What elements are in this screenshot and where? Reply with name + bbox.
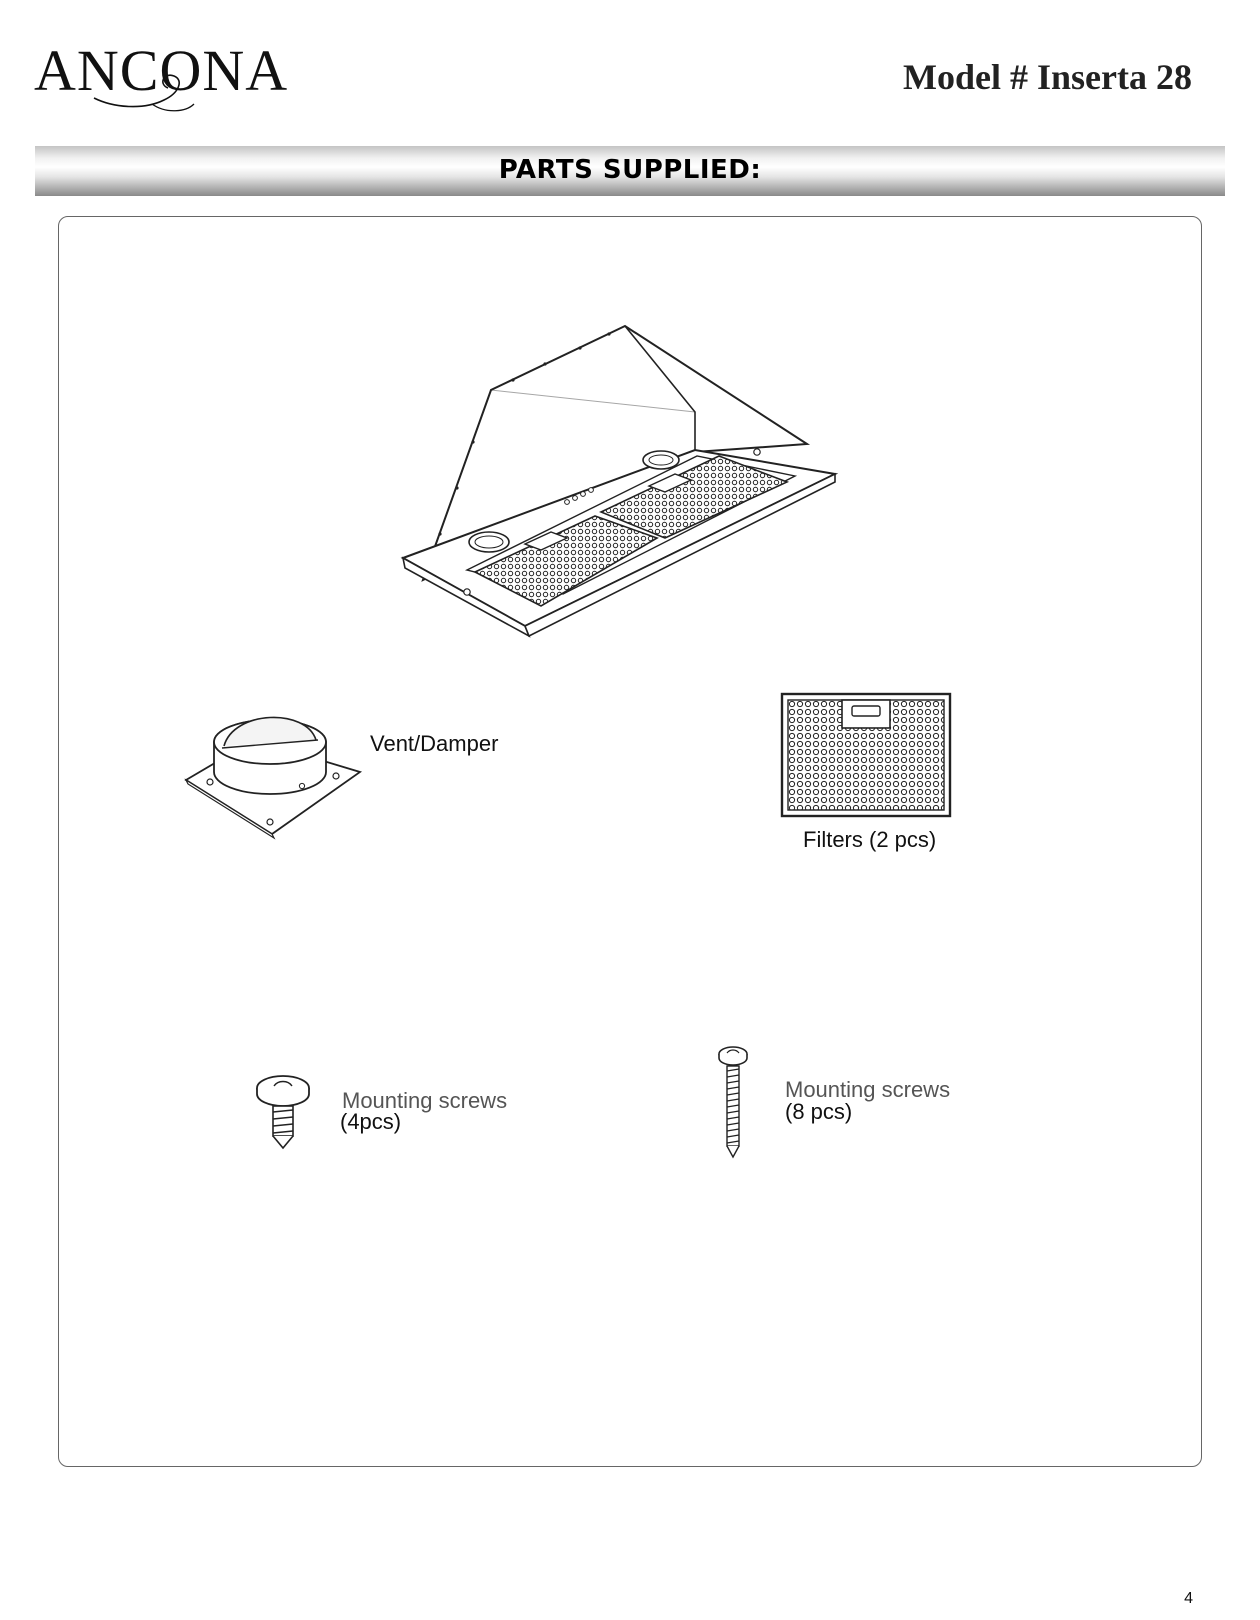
short-screw-label: Mounting screws	[342, 1088, 508, 1113]
long-screw-label: Mounting screws	[785, 1077, 951, 1102]
filters-label: Filters (2 pcs)	[803, 827, 937, 852]
vent-damper-illustration	[184, 710, 364, 840]
model-number: Model # Inserta 28	[903, 57, 1192, 97]
short-screw-illustration	[254, 1074, 312, 1152]
range-hood-insert-illustration	[395, 318, 855, 658]
grease-filter-illustration	[780, 692, 952, 818]
page-number: 4	[1184, 1590, 1193, 1607]
vent-damper-label: Vent/Damper	[370, 731, 499, 756]
brand-name: ANCONA	[34, 38, 289, 103]
logo-swirl-icon	[34, 38, 296, 118]
short-screw-qty: (4pcs)	[340, 1109, 402, 1134]
long-screw-illustration	[716, 1044, 750, 1160]
ancona-logo	[34, 38, 296, 118]
section-banner	[35, 146, 1225, 196]
long-screw-qty: (8 pcs)	[785, 1099, 853, 1124]
section-title: PARTS SUPPLIED:	[498, 155, 762, 185]
